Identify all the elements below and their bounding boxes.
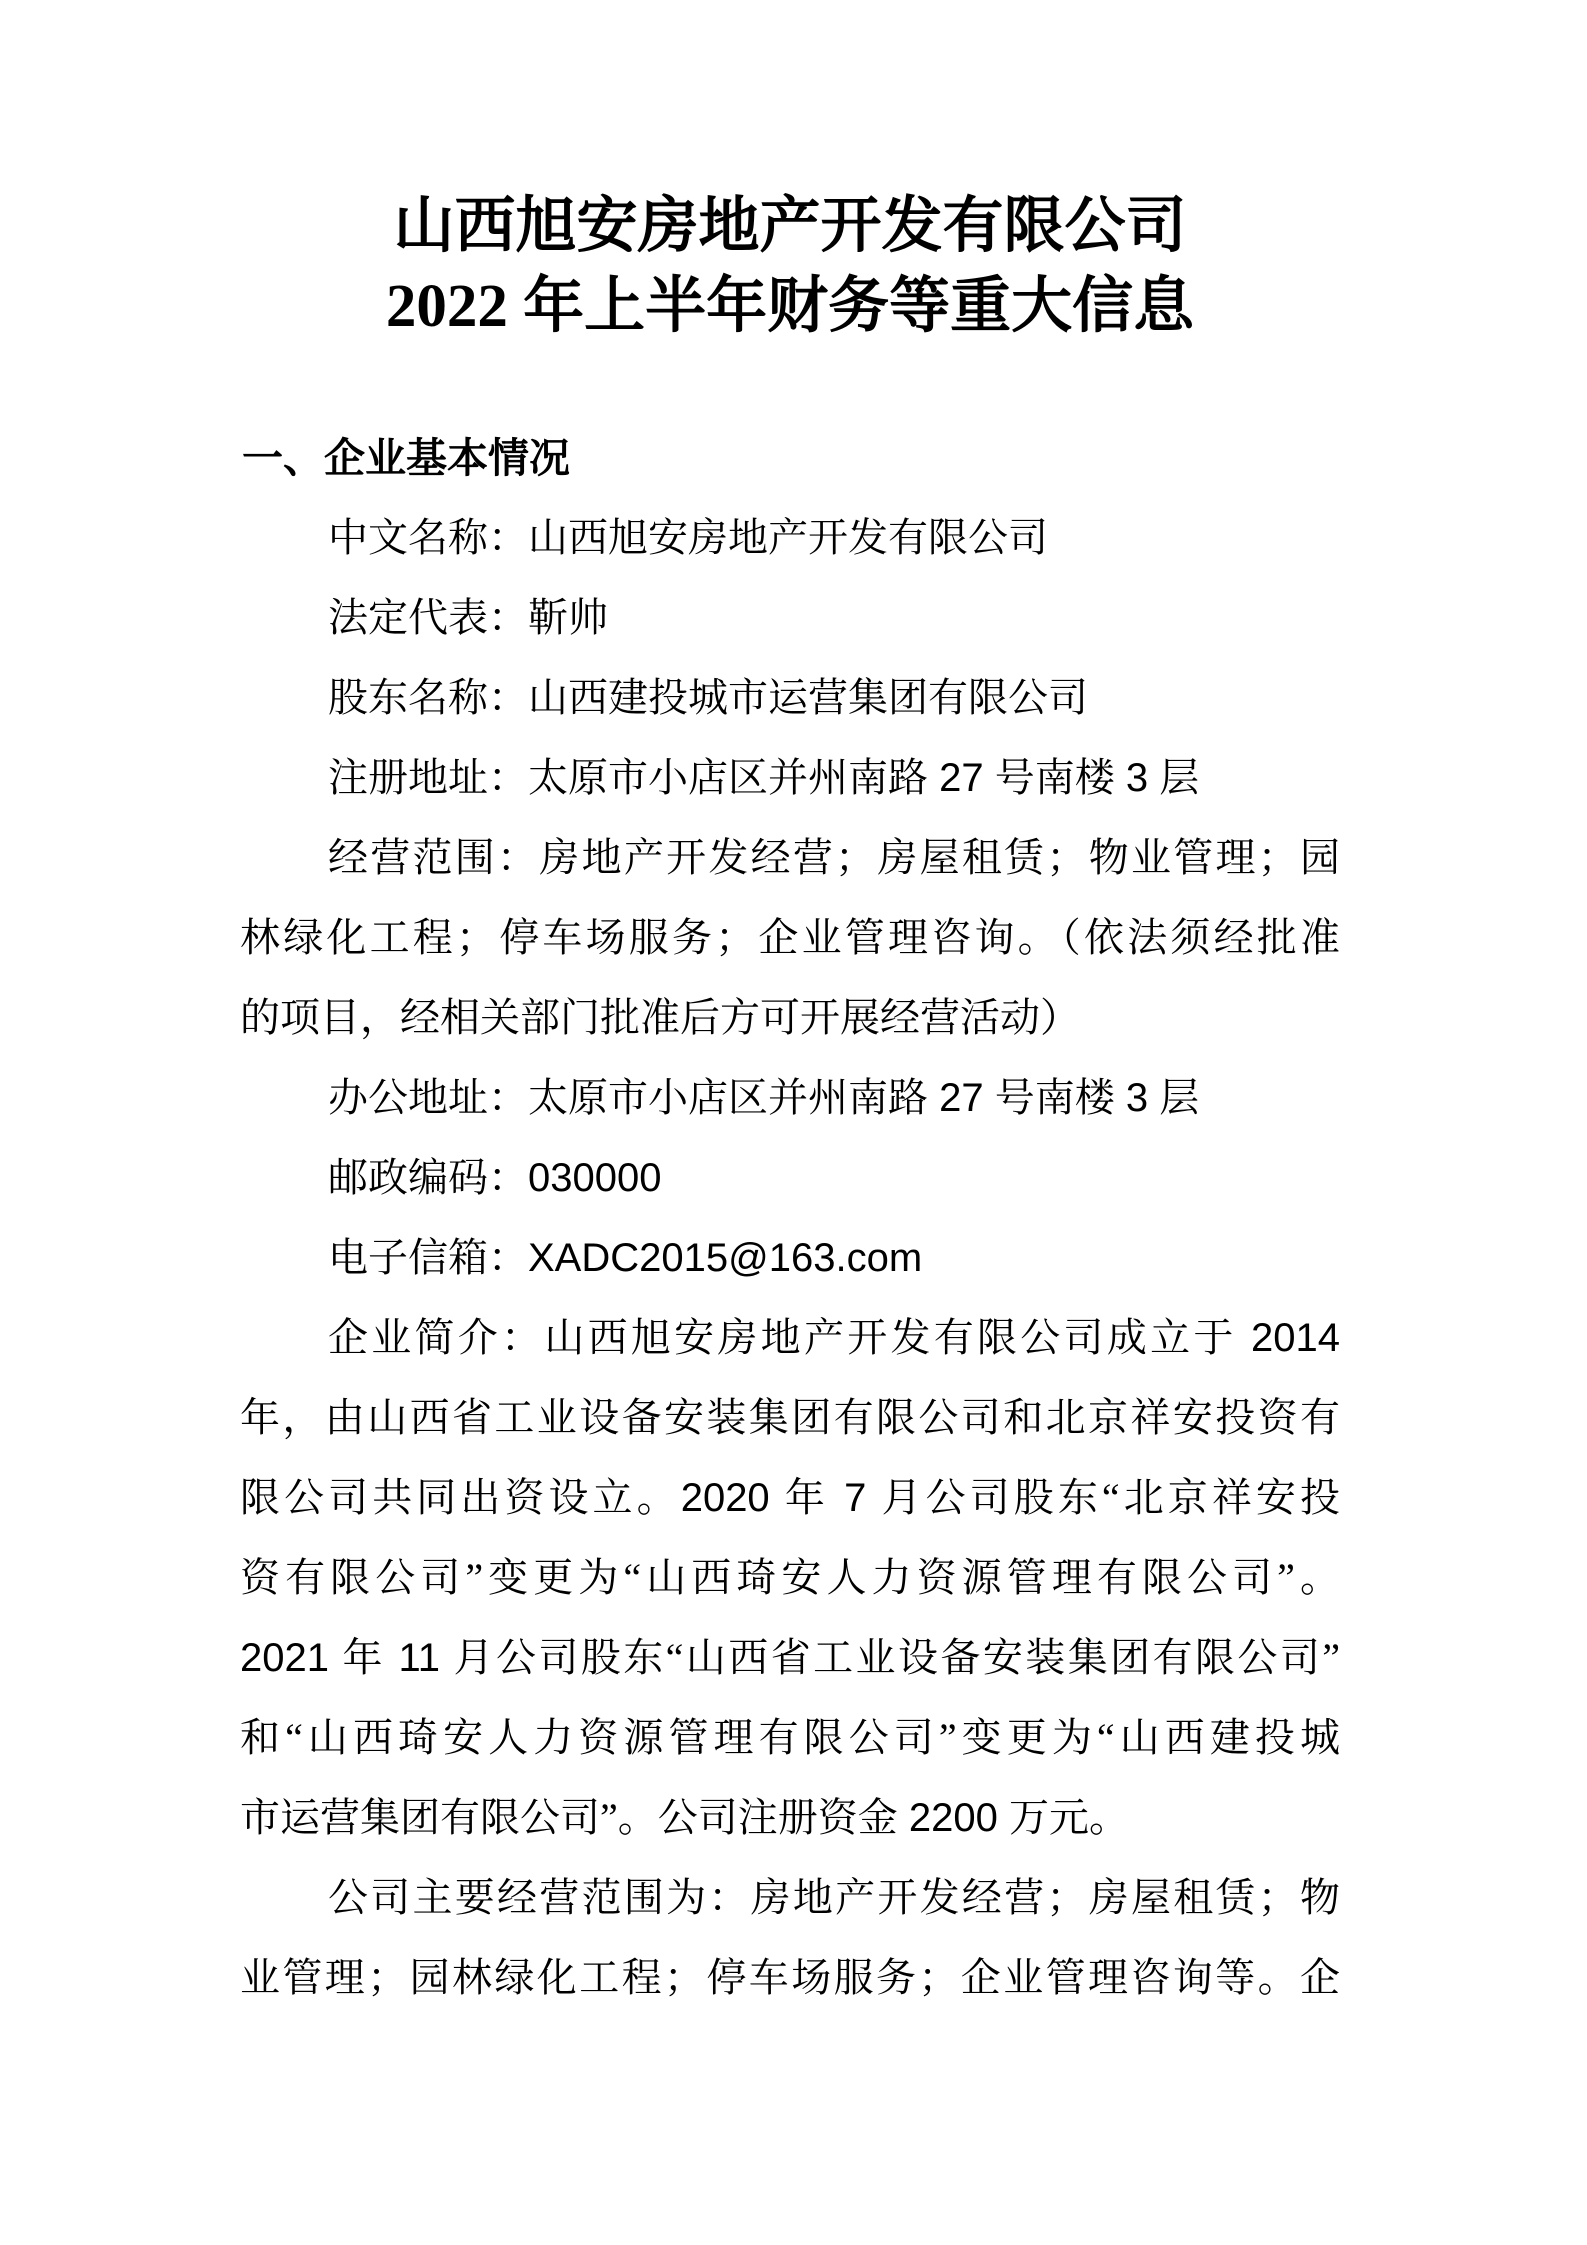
body-line-intro-4: 资有限公司”变更为“山西琦安人力资源管理有限公司”。 bbox=[240, 1556, 1340, 1600]
body-line-postcode: 邮政编码：030000 bbox=[328, 1156, 662, 1200]
body-line-chinese-name: 中文名称：山西旭安房地产开发有限公司 bbox=[328, 516, 1048, 560]
document-body bbox=[240, 498, 1340, 2018]
body-line-office-address: 办公地址：太原市小店区并州南路 27 号南楼 3 层 bbox=[328, 1076, 1200, 1120]
body-line-legal-rep: 法定代表：靳帅 bbox=[328, 596, 608, 640]
body-line-main-scope-2: 业管理；园林绿化工程；停车场服务；企业管理咨询等。企 bbox=[240, 1956, 1340, 2000]
body-line-scope-2: 林绿化工程；停车场服务；企业管理咨询。（依法须经批准 bbox=[240, 916, 1340, 960]
title-line-1-heavy: 有限公司 bbox=[942, 191, 1187, 259]
title-line-1-main: 山西旭安房地产开发 bbox=[393, 193, 943, 260]
title-line-2-heavy: 财务等重大信息 bbox=[767, 271, 1195, 339]
body-line-intro-1: 企业简介：山西旭安房地产开发有限公司成立于 2014 bbox=[328, 1316, 1340, 1360]
body-line-shareholder: 股东名称：山西建投城市运营集团有限公司 bbox=[328, 676, 1088, 720]
body-line-intro-2: 年，由山西省工业设备安装集团有限公司和北京祥安投资有 bbox=[240, 1396, 1340, 1440]
body-line-intro-6: 和“山西琦安人力资源管理有限公司”变更为“山西建投城 bbox=[240, 1716, 1340, 1760]
body-line-reg-address: 注册地址：太原市小店区并州南路 27 号南楼 3 层 bbox=[328, 756, 1200, 800]
body-line-email: 电子信箱：XADC2015@163.com bbox=[328, 1236, 923, 1280]
title-line-1 bbox=[240, 186, 1340, 266]
body-line-scope-3: 的项目，经相关部门批准后方可开展经营活动） bbox=[240, 996, 1080, 1040]
body-line-main-scope-1: 公司主要经营范围为：房地产开发经营；房屋租赁；物 bbox=[328, 1876, 1340, 1920]
title-line-2-main: 2022 年上半年 bbox=[385, 273, 768, 340]
body-line-intro-5: 2021 年 11 月公司股东“山西省工业设备安装集团有限公司” bbox=[240, 1636, 1340, 1680]
document-title bbox=[240, 186, 1340, 346]
body-line-scope-1: 经营范围：房地产开发经营；房屋租赁；物业管理；园 bbox=[328, 836, 1340, 880]
body-line-intro-7: 市运营集团有限公司”。公司注册资金 2200 万元。 bbox=[240, 1796, 1129, 1840]
section-heading: 一、企业基本情况 bbox=[242, 435, 570, 481]
body-line-intro-3: 限公司共同出资设立。2020 年 7 月公司股东“北京祥安投 bbox=[240, 1476, 1340, 1520]
title-line-2 bbox=[240, 266, 1340, 346]
